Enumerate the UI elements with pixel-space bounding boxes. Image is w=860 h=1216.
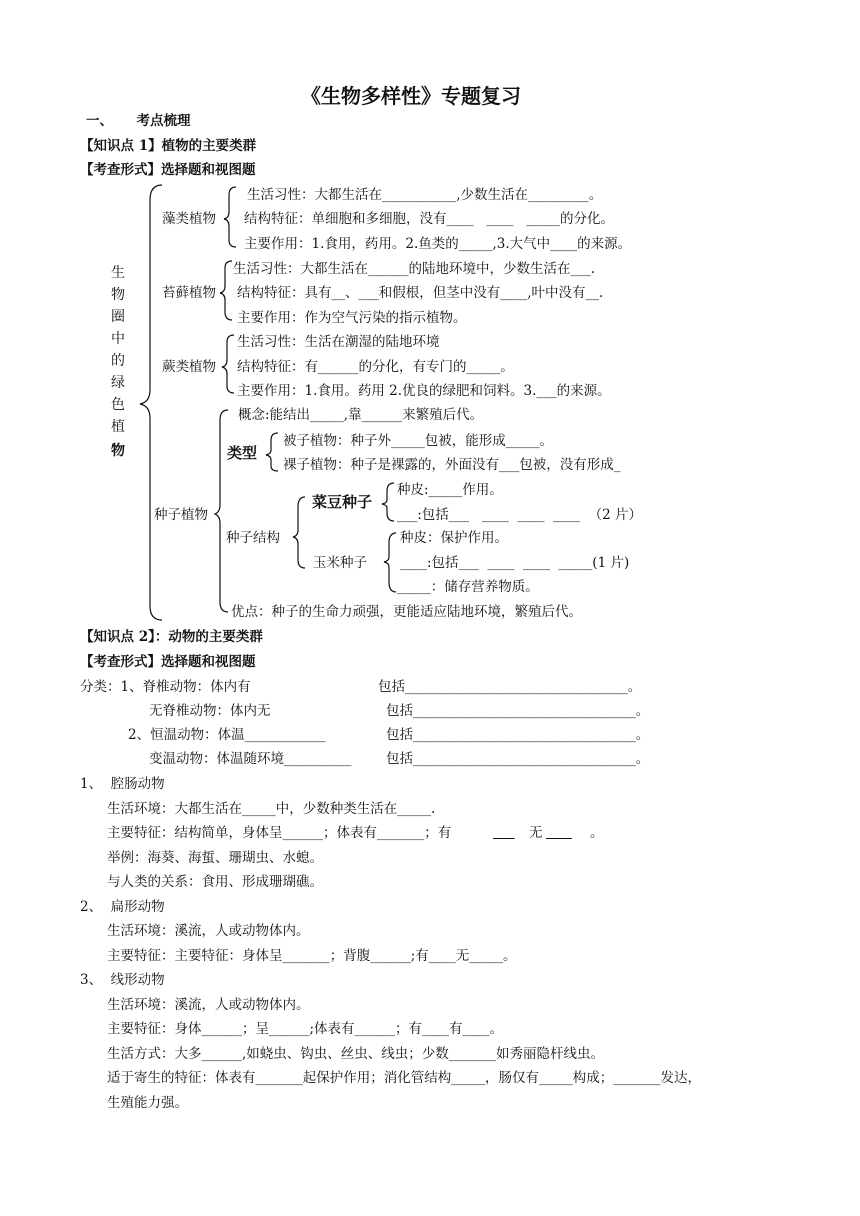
cnidaria-feature-blank (546, 825, 572, 841)
roundworm-line: 生活环境：溪流，人或动物体内。 (107, 997, 310, 1013)
classify-poikilotherm: 变温动物：体温随环境__________ (149, 751, 352, 767)
flatworm-line: 主要特征：主要特征：身体呈_______；背腹______;有____无_____。 (107, 948, 517, 964)
root-char: 绿 (111, 375, 125, 391)
classify-invertebrate-includes: 包括_________________________________。 (386, 703, 650, 719)
cnidaria-line: 生活环境：大都生活在_____中，少数种类生活在_____. (107, 801, 436, 817)
cnidaria-title: 1、 腔肠动物 (80, 776, 165, 792)
seed-structure-label: 种子结构 (226, 530, 280, 546)
fern-label: 蕨类植物 (162, 359, 216, 375)
moss-line: 结构特征：具有__、___和假根，但茎中没有____,叶中没有__. (237, 285, 604, 301)
classify-homeotherm-includes: 包括_________________________________。 (386, 727, 650, 743)
root-char: 色 (111, 397, 125, 413)
corn-line: 种皮：保护作用。 (400, 530, 508, 546)
flatworm-title: 2、 扁形动物 (80, 899, 165, 915)
corn-line: _____：储存营养物质。 (397, 579, 539, 595)
corn-seed-label: 玉米种子 (313, 555, 367, 571)
moss-line: 生活习性：大都生活在______的陆地环境中，少数生活在___. (233, 261, 596, 277)
root-char: 的 (111, 353, 125, 369)
cnidaria-line: 主要特征：结构简单，身体呈______；体表有_______；有 (107, 825, 452, 841)
root-char: 物 (111, 287, 125, 303)
algae-line: 生活习性：大都生活在___________,少数生活在_________。 (247, 187, 603, 203)
cnidaria-line: 举例：海葵、海蜇、珊瑚虫、水螅。 (107, 850, 323, 866)
seed-concept: 概念:能结出_____,靠______来繁殖后代。 (238, 407, 484, 423)
seed-advantage: 优点：种子的生命力顽强，更能适应陆地环境，繁殖后代。 (231, 604, 582, 620)
root-char: 植 (111, 419, 125, 435)
angiosperm-line: 被子植物：种子外_____包被，能形成_____。 (283, 433, 553, 449)
fern-line: 结构特征：有______的分化，有专门的_____。 (237, 359, 514, 375)
fern-line: 主要作用：1.食用。药用 2.优良的绿肥和饲料。3.___的来源。 (237, 383, 611, 399)
k2-form: 【考查形式】选择题和视图题 (80, 654, 256, 670)
section-heading: 一、 考点梳理 (86, 113, 191, 129)
k1-form: 【考查形式】选择题和视图题 (80, 162, 256, 178)
roundworm-title: 3、 线形动物 (80, 972, 165, 988)
classify-homeotherm: 2、恒温动物：体温____________ (128, 727, 326, 743)
bean-seed-label: 菜豆种子 (312, 493, 373, 511)
root-char: 中 (111, 331, 125, 347)
roundworm-line: 生殖能力强。 (107, 1095, 188, 1111)
classify-invertebrate: 无脊椎动物：体内无 (149, 703, 271, 719)
cnidaria-feature-blank (493, 825, 514, 841)
roundworm-line: 适于寄生的特征：体表有_______起保护作用；消化管结构_____，肠仅有_____构成；_______发达， (107, 1070, 701, 1086)
root-char: 生 (111, 265, 125, 281)
cnidaria-feature-end: 。 (590, 825, 604, 841)
moss-line: 主要作用：作为空气污染的指示植物。 (237, 310, 467, 326)
cnidaria-feature-mid: 无 (529, 825, 543, 841)
roundworm-line: 生活方式：大多______,如蛲虫、钩虫、丝虫、线虫；少数_______如秀丽隐杆线虫。 (107, 1046, 605, 1062)
classify-vertebrate-includes: 包括_________________________________。 (378, 679, 642, 695)
k2-heading: 【知识点 2】：动物的主要类群 (80, 629, 263, 645)
bean-line: 种皮:_____作用。 (397, 482, 503, 498)
cnidaria-line: 与人类的关系：食用、形成珊瑚礁。 (107, 874, 323, 890)
classify-vertebrate: 分类：1、脊椎动物：体内有 (80, 679, 251, 695)
fern-line: 生活习性：生活在潮湿的陆地环境 (237, 334, 440, 350)
algae-line: 结构特征：单细胞和多细胞，没有____ ____ _____的分化。 (244, 211, 614, 227)
root-char: 圈 (111, 309, 125, 325)
gymnosperm-line: 裸子植物：种子是裸露的，外面没有___包被，没有形成_ (283, 457, 621, 473)
page-title: 《生物多样性》专题复习 (301, 84, 521, 108)
algae-label: 藻类植物 (162, 211, 216, 227)
moss-label: 苔藓植物 (162, 285, 216, 301)
corn-line: ____:包括___ ____ ____ _____(1 片) (400, 555, 630, 571)
type-label: 类型 (227, 444, 258, 462)
k1-heading: 【知识点 1】植物的主要类群 (80, 138, 257, 154)
roundworm-line: 主要特征：身体______；呈______;体表有______；有____有____。 (107, 1021, 504, 1037)
flatworm-line: 生活环境：溪流，人或动物体内。 (107, 923, 310, 939)
classify-poikilotherm-includes: 包括_________________________________。 (386, 751, 650, 767)
root-char: 物 (111, 443, 125, 459)
seed-plant-label: 种子植物 (154, 507, 208, 523)
algae-line: 主要作用：1.食用，药用。2.鱼类的_____,3.大气中____的来源。 (244, 236, 632, 252)
bean-line: ___:包括___ ____ ____ ____ （2 片） (397, 507, 643, 523)
